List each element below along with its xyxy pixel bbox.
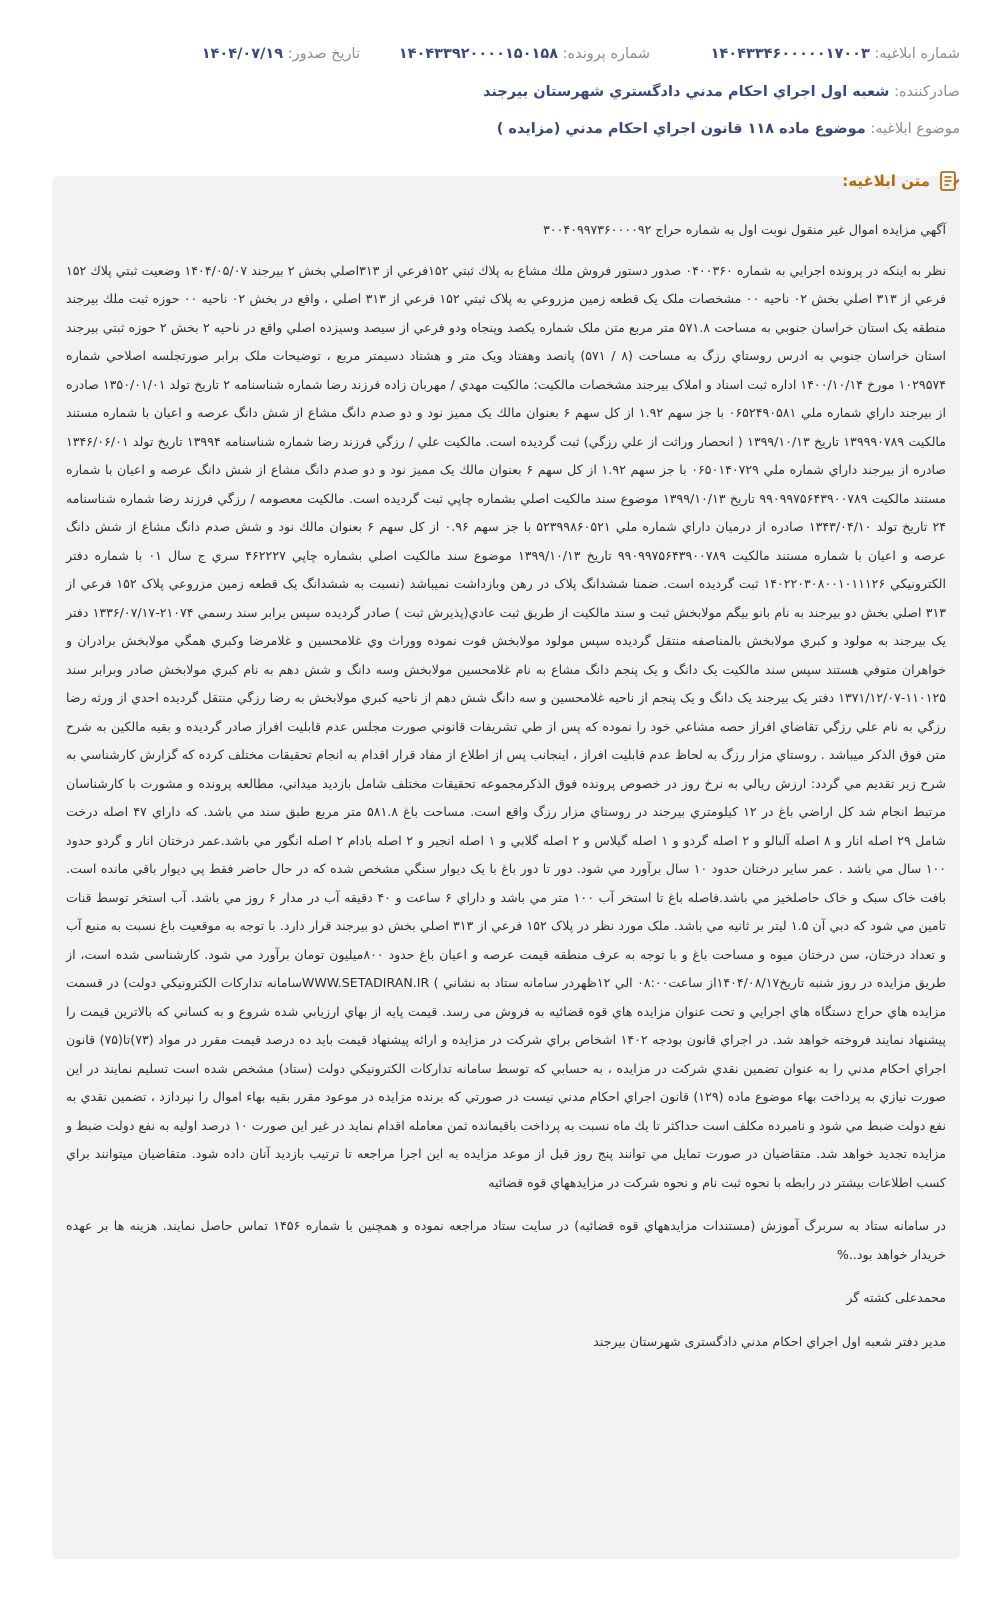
- issuer-value: شعبه اول اجراي احكام مدني دادگستري شهرستان بيرجند: [483, 84, 890, 100]
- issuer-row: [40, 84, 960, 100]
- issue-date-label: تاریخ صدور:: [287, 46, 360, 62]
- case-number: [399, 46, 650, 62]
- case-number-label: شماره پرونده:: [562, 46, 650, 62]
- subject-label: موضوع ابلاغیه:: [870, 121, 960, 137]
- notice-number: [711, 46, 960, 62]
- notice-heading-label: متن ابلاغیه:: [842, 172, 930, 190]
- signer-title: مدير دفتر شعبه اول اجراي احكام مدني دادگستری شهرستان بيرجند: [593, 1333, 946, 1349]
- auction-title: آگهي مزايده اموال غير منقول نوبت اول به شماره حراج ۳۰۰۴۰۹۹۷۳۶۰۰۰۰۹۲: [543, 222, 946, 237]
- document-icon: [938, 170, 960, 192]
- issuer-label: صادرکننده:: [894, 84, 960, 100]
- notice-heading: [842, 170, 960, 192]
- issue-date: [202, 46, 360, 62]
- case-number-value: ۱۴۰۴۳۳۹۲۰۰۰۰۱۵۰۱۵۸: [398, 46, 559, 62]
- subject-value: موضوع ماده ۱۱۸ قانون اجراي احكام مدني (مزايده ): [496, 121, 866, 137]
- notice-meta-row: [40, 46, 960, 68]
- notice-number-value: ۱۴۰۴۳۳۴۶۰۰۰۰۰۱۷۰۰۳: [710, 46, 870, 62]
- subject-row: [40, 121, 960, 137]
- auction-contact-paragraph: در سامانه ستاد به سربرگ آموزش (مستندات مزايدههاي قوه قضائيه) در سايت ستاد مراجعه نموده و همچنين با شماره ۱۴۵۶ تماس حاصل نمايند. هزينه ها بر عهده خريدار خواهد بود..%: [66, 1218, 946, 1262]
- notice-text: [66, 216, 946, 1371]
- auction-main-paragraph: نظر به اينكه در پرونده اجرايي به شماره ۰۴۰۰۳۶۰ صدور دستور فروش ملك مشاع به پلاك ثبتي ۱۵۲فرعي از ۳۱۳اصلي بخش ۲ بيرجند ۱۴۰۴/۰۵/۰۷ وضعيت ثبتي پلاك ۱۵۲ فرعي از ۳۱۳ اصلي بخش ۰۲ ناحيه ۰۰ مشخصات ملک يک قطعه زمين مزروعي به پلاک ثبتي ۱۵۲ فرعي از ۳۱۳ اصلي ، واقع در بخش ۰۲ ناحيه ۰۰ حوزه ثبت ملك بيرجند منطقه يک استان خراسان جنوبي به مساحت ۵۷۱.۸ متر مربع متن ملک شماره يکصد وپنجاه ودو فرعي از سيصد وسيزده اصلي واقع در ناحيه ۲ بخش ۲ حوزه ثبتي بيرجند استان خراسان جنوبي به ادرس روستاي رزگ به مساحت (۸ / ۵۷۱) پانصد وهفتاد ويک متر و هشتاد دسيمتر مربع ، توضيحات ملک برابر صورتجلسه اصلاحي شماره ۱۰۲۹۵۷۴ مورخ ۱۴۰۰/۱۰/۱۴ اداره ثبت اسناد و املاک بيرجند مشخصات مالكيت: مالكيت مهدي / مهربان زاده فرزند رضا شماره شناسنامه ۲ تاريخ تولد ۱۳۵۰/۰۱/۰۱ صادره از بيرجند داراي شماره ملي ۰۶۵۲۴۹۰۵۸۱ با جز سهم ۱.۹۲ از کل سهم ۶ بعنوان مالك يک مميز نود و دو صدم دانگ مشاع از شش دانگ عرصه و اعيان با شماره مستند مالكيت ۱۳۹۹۹۰۷۸۹ تاريخ ۱۳۹۹/۱۰/۱۳ ( انحصار وراثت از علي رزگي) ثبت گرديده است. مالكيت علي / رزگي فرزند رضا شماره شناسنامه ۱۳۹۹۴ تاريخ تولد ۱۳۴۶/۰۶/۰۱ صادره از بيرجند داراي شماره ملي ۰۶۵۰۱۴۰۷۲۹ با جز سهم ۱.۹۲ از کل سهم ۶ بعنوان مالك يک مميز نود و دو صدم دانگ مشاع از شش دانگ عرصه و اعيان با شماره مستند مالكيت ۹۹۰۹۹۷۵۶۴۳۹۰۰۷۸۹ تاريخ ۱۳۹۹/۱۰/۱۳ موضوع سند مالكيت اصلي بشماره چاپي ثبت گرديده است. مالكيت معصومه / رزگي فرزند رضا شماره شناسنامه ۲۴ تاريخ تولد ۱۳۴۳/۰۴/۱۰ صادره از درميان داراي شماره ملي ۵۲۳۹۹۸۶۰۵۲۱ با جز سهم ۰.۹۶ از کل سهم ۶ بعنوان مالك نود و شش صدم دانگ مشاع از شش دانگ عرصه و اعيان با شماره مستند مالكيت ۹۹۰۹۹۷۵۶۴۳۹۰۰۷۸۹ تاريخ ۱۳۹۹/۱۰/۱۳ موضوع سند مالكيت اصلي بشماره چاپي ۴۶۲۲۲۷ سري ج سال ۰۱ با شماره دفتر الكترونيكي ۱۴۰۲۲۰۳۰۸۰۰۱۰۱۱۱۲۶ ثبت گرديده است. ضمنا ششدانگ پلاک در رهن وبازداشت نميباشد (نسبت به ششدانگ يک قطعه زمين مزروعي پلاک ۱۵۲ فرعي از ۳۱۳ اصلي بخش دو بيرجند به نام بانو بيگم مولابخش ثبت و سند مالکيت از طريق ثبت عادي(پذيرش ثبت ) صادر گرديده سپس برابر سند رسمي ۲۱۰۷۴-۱۳۳۶/۰۷/۱۷ دفتر يک بيرجند به مولود و کبري مولابخش بالمناصفه منتقل گرديده سپس مولود مولابخش فوت نموده ووراث وي غلامحسين و غلامرضا وکبري همگي مولابخش برادران و خواهران متوفي هستند سپس سند مالکيت يک دانگ و يک پنجم دانگ مشاع به نام غلامحسين مولابخش وسه دانگ و شش دهم به نام کبري مولابخش صادر وبرابر سند ۱۱۰۱۲۵-۱۳۷۱/۱۲/۰۷ دفتر يک بيرجند يک دانگ و يک پنجم از ناحيه غلامحسين و سه دانگ شش دهم از ناحيه کبري مولابخش به رضا رزگي منتقل گرديده احدي از ورثه رضا رزگي به نام علي رزگي تقاضاي افراز حصه مشاعي خود را نموده كه پس از طي تشريفات قانوني صورت مجلس عدم قابليت افراز صادر گرديده و بقيه مالكين به شرح متن فوق الذكر ميباشد . روستاي مزار رزگ به لحاظ عدم قابليت افراز ، اينجانب پس از اطلاع از مفاد قرار اقدام به انجام تحقيقات مختلف کرده که گزارش کارشناسي به شرح زير تقديم مي گردد: ارزش ريالي به نرخ روز در خصوص پرونده فوق الذکرمجموعه تحقيقات مختلف شامل بازديد ميداني، مطالعه پرونده و مشورت با کارشناسان مرتبط انجام شد کل اراضي باغ در ۱۲ کيلومتري بيرجند در روستاي مزار رزگ واقع است. مساحت باغ ۵۸۱.۸ متر مربع طبق سند مي باشد. که داراي ۴۷ اصله درخت شامل ۲۹ اصله انار و ۸ اصله آلبالو و ۲ اصله گردو و ۱ اصله گيلاس و ۲ اصله گلابي و ۱ اصله انجير و ۲ اصله بادام ۲ اصله انگور مي باشد.عمر درختان انار و گردو حدود ۱۰۰ سال مي باشد . عمر ساير درختان حدود ۱۰ سال برآورد مي شود. دور تا دور باغ با يک ديوار سنگي مشخص شده که در حال حاضر فقط پي ديوار باقي مانده است. بافت خاک سبک و خاک حاصلخيز مي باشد.فاصله باغ تا استخر آب ۱۰۰ متر مي باشد و داراي ۶ ساعت و ۴۰ دقيقه آب در مدار ۶ روز مي باشد. آب استخر توسط قنات تامين مي شود که دبي آن ۱.۵ ليتر بر ثانيه مي باشد. ملک مورد نظر در پلاک ۱۵۲ فرعي از ۳۱۳ اصلي بخش دو بيرجند قرار دارد. با توجه به موقعيت باغ نسبت به منبع آب و تعداد درختان، سن درختان ميوه و مساحت باغ و با توجه به عرف منطقه قيمت عرصه و اعيان باغ حدود ۸۰۰ميليون تومان برآورد مي شود. کارشناسی شده است، از طريق مزايده در روز شنبه تاريخ۱۴۰۴/۰۸/۱۷از ساعت۰۸:۰۰ الي ۱۲ظهردر سامانه ستاد به نشاني ) WWW.SETADIRAN.IRسامانه تداركات الكترونيكي دولت) در قسمت مزايده هاي حراج دستگاه هاي اجرايي و تحت عنوان مزايده هاي قوه قضائيه به فروش مى رسد. قيمت پايه از بهاي ارزيابي شده شروع و به كساني كه بالاترين قيمت را پيشنهاد نمايند فروخته خواهد شد. در اجراي قانون بودجه ۱۴۰۲ اشخاص براي شركت در مزايده و ارائه پيشنهاد قيمت بايد ده درصد قيمت مقرر در مواد (۷۳)تا(۷۵) قانون اجراي احكام مدني را به عنوان تضمين نقدي شركت در مزايده ، به حسابي كه توسط سامانه تداركات الكترونيكي دولت (ستاد) مشخص شده است تسليم نمايند در اين صورت نيازي به پرداخت بهاء موضوع ماده (۱۲۹) قانون اجراي احكام مدني نيست در صورتي كه برنده مزايده در موعود مقرر بقيه بهاء اموال را نپردازد ، تضمين نقدي به نفع دولت ضبط مي شود و نامبرده مكلف است حداكثر تا يك ماه نسبت به پرداخت باقيمانده ثمن معامله اقدام نمايد در غير اين صورت ۱۰ درصد اوليه به نفع دولت ضبط و مزايده تجديد خواهد شد. متقاضيان در صورت تمايل مي توانند پنج روز قبل از موعد مزايده به اين اجرا مراجعه تا ترتيب بازديد آنان داده شود. متقاضيان ميتوانند براي كسب اطلاعات بيشتر در رابطه با نحوه ثبت نام و نحوه شركت در مزايدههاي قوه قضائيه: [66, 262, 947, 1190]
- signer-name: محمدعلی کشته گر: [846, 1290, 946, 1305]
- notice-number-label: شماره ابلاغیه:: [874, 46, 960, 62]
- issue-date-value: ۱۴۰۴/۰۷/۱۹: [201, 46, 284, 62]
- notice-text-box: [52, 176, 960, 1559]
